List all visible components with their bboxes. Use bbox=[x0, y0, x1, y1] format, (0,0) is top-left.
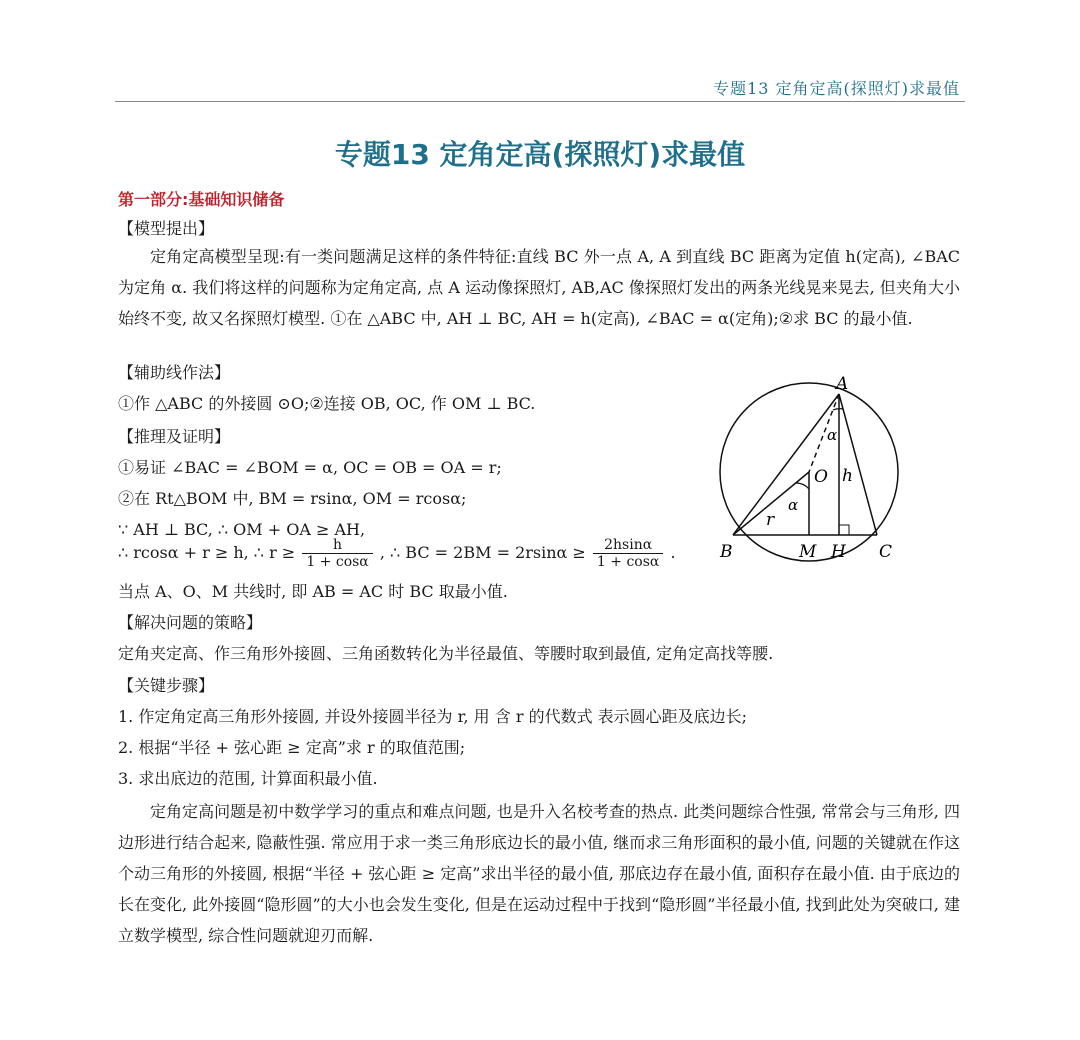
label-m: M bbox=[799, 542, 817, 562]
header-rule bbox=[115, 101, 965, 102]
geometry-figure bbox=[700, 365, 930, 575]
page-title: 专题13 定角定高(探照灯)求最值 bbox=[334, 138, 746, 171]
angle-arc-a bbox=[833, 409, 843, 410]
proof-line-3: ∵ AH ⊥ BC, ∴ OM + OA ≥ AH, bbox=[118, 520, 366, 539]
segment-ab bbox=[733, 394, 839, 535]
fraction-r-numerator: h bbox=[302, 537, 372, 554]
fraction-r-bound bbox=[302, 537, 372, 570]
proof-line-4c: . bbox=[670, 543, 676, 562]
strategy-heading: 【解决问题的策略】 bbox=[118, 613, 263, 632]
fraction-r-denominator: 1 + cosα bbox=[306, 554, 369, 570]
model-heading: 【模型提出】 bbox=[118, 219, 215, 238]
proof-line-4 bbox=[118, 537, 676, 570]
proof-line-4a: ∴ rcosα + r ≥ h, ∴ r ≥ bbox=[118, 543, 296, 562]
summary-paragraph: 定角定高问题是初中数学学习的重点和难点问题, 也是升入名校考查的热点. 此类问题综合性强, 常常会与三角形, 四边形进行结合起来, 隐蔽性强. 常应用于求一类三角形底边长的最小值, 继而求三角形面积的最小值, 问题的关键就在作这个动三角形的外接圆, 根据“半径 + 弦心距 ≥ 定高”求出半径的最小值, 那底边存在最小值, 面积存在最小值. 由于底边的长在变化, 此外接圆“隐形圆”的大小也会发生变化, 但是在运动过程中于找到“隐形圆”半径最小值, 找到此处为突破口, 建立数学模型, 综合性问题就迎刃而解. bbox=[118, 802, 960, 945]
fraction-bc-numerator: 2hsinα bbox=[593, 537, 663, 554]
proof-line-5: 当点 A、O、M 共线时, 即 AB = AC 时 BC 取最小值. bbox=[118, 582, 508, 601]
fraction-bc-bound bbox=[593, 537, 663, 570]
strategy-text: 定角夹定高、作三角形外接圆、三角函数转化为半径最值、等腰时取到最值, 定角定高找等腰. bbox=[118, 644, 774, 663]
proof-line-1: ①易证 ∠BAC = ∠BOM = α, OC = OB = OA = r; bbox=[118, 458, 502, 477]
running-header: 专题13 定角定高(探照灯)求最值 bbox=[713, 79, 960, 98]
model-paragraph: 定角定高模型呈现:有一类问题满足这样的条件特征:直线 BC 外一点 A, A 到直线 BC 距离为定值 h(定高), ∠BAC 为定角 α. 我们将这样的问题称为定角定高, 点 A 运动像探照灯, AB,AC 像探照灯发出的两条光线晃来晃去, 但夹角大小始终不变, 故又名探照灯模型. ①在 △ABC 中, AH ⊥ BC, AH = h(定高), ∠BAC = α(定角);②求 BC 的最小值. bbox=[118, 247, 960, 328]
section-heading: 第一部分:基础知识储备 bbox=[118, 190, 285, 209]
fraction-bc-denominator: 1 + cosα bbox=[596, 554, 660, 570]
step-item-2: 2. 根据“半径 + 弦心距 ≥ 定高”求 r 的取值范围; bbox=[118, 738, 466, 757]
label-o: O bbox=[814, 467, 828, 487]
label-height-h: h bbox=[842, 466, 853, 486]
proof-line-2: ②在 Rt△BOM 中, BM = rsinα, OM = rcosα; bbox=[118, 489, 467, 508]
angle-arc-o bbox=[796, 483, 809, 489]
label-b: B bbox=[720, 542, 733, 562]
step-item-1: 1. 作定角定高三角形外接圆, 并设外接圆半径为 r, 用 含 r 的代数式 表示圆心距及底边长; bbox=[118, 707, 748, 726]
aux-heading: 【辅助线作法】 bbox=[118, 363, 231, 382]
aux-text: ①作 △ABC 的外接圆 ⊙O;②连接 OB, OC, 作 OM ⊥ BC. bbox=[118, 394, 536, 413]
step-item-3: 3. 求出底边的范围, 计算面积最小值. bbox=[118, 769, 378, 788]
label-alpha-a: α bbox=[827, 426, 838, 444]
label-a: A bbox=[836, 374, 849, 394]
label-alpha-o: α bbox=[788, 496, 799, 514]
label-c: C bbox=[879, 542, 893, 562]
segment-ac bbox=[839, 394, 877, 535]
label-radius-r: r bbox=[766, 510, 775, 530]
label-h: H bbox=[831, 542, 846, 562]
right-angle-h bbox=[839, 525, 849, 535]
steps-heading: 【关键步骤】 bbox=[118, 676, 215, 695]
proof-line-4b: , ∴ BC = 2BM = 2rsinα ≥ bbox=[379, 543, 586, 562]
proof-heading: 【推理及证明】 bbox=[118, 427, 231, 446]
